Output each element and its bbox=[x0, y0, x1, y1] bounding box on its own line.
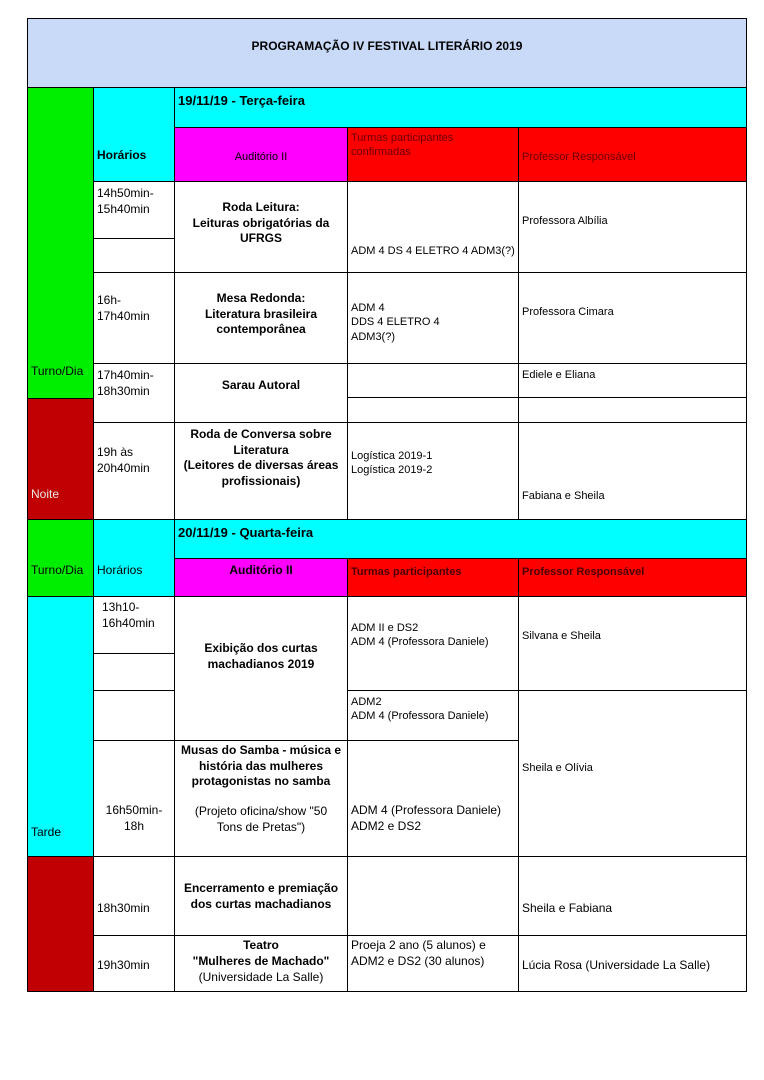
col-professor-label: Professor Responsável bbox=[522, 151, 636, 163]
prof-cell bbox=[518, 422, 747, 520]
prof-cell bbox=[518, 181, 747, 273]
turmas-cell bbox=[347, 856, 519, 936]
event-text: Mesa Redonda: Literatura brasileira contemporânea bbox=[204, 291, 318, 337]
event-cell bbox=[174, 422, 348, 520]
prof-cell bbox=[518, 363, 747, 398]
event-subtext: (Projeto oficina/show "50 Tons de Pretas") bbox=[194, 804, 328, 834]
turmas-text: ADM 4 DDS 4 ELETRO 4 ADM3(?) bbox=[351, 302, 440, 343]
prof-cell bbox=[518, 856, 747, 936]
prof-cell bbox=[518, 690, 747, 857]
time-text: 17h40min- 18h30min bbox=[97, 368, 154, 398]
prof-text: Lúcia Rosa (Universidade La Salle) bbox=[522, 958, 711, 972]
time-cell bbox=[93, 596, 175, 654]
empty-cell bbox=[93, 238, 175, 273]
event-text: Roda de Conversa sobre Literatura (Leitores de diversas áreas profissionais) bbox=[183, 427, 339, 488]
prof-text: Professora Cimara bbox=[522, 306, 614, 318]
prof-text: Sheila e Olívia bbox=[522, 762, 593, 774]
time-text: 13h10- 16h40min bbox=[102, 600, 155, 630]
turmas-text: Logística 2019-1 Logística 2019-2 bbox=[351, 450, 433, 477]
turmas-cell bbox=[347, 363, 519, 398]
prof-cell bbox=[518, 935, 747, 992]
date-label: 19/11/19 - Terça-feira bbox=[178, 93, 305, 108]
page-title: PROGRAMAÇÃO IV FESTIVAL LITERÁRIO 2019 bbox=[251, 39, 523, 53]
noite-label: Noite bbox=[31, 487, 60, 501]
horarios-label: Horários bbox=[97, 148, 147, 162]
event-cell bbox=[174, 272, 348, 364]
time-cell bbox=[93, 272, 175, 364]
event-cell bbox=[174, 740, 348, 857]
event-text: Exibição dos curtas machadianos 2019 bbox=[204, 641, 318, 671]
time-text: 16h50min- 18h bbox=[105, 803, 163, 833]
title-cell bbox=[27, 18, 747, 88]
event-cell bbox=[174, 856, 348, 936]
event-text: Encerramento e premiação dos curtas machadianos bbox=[183, 881, 339, 911]
time-cell bbox=[93, 363, 175, 423]
date-cell-day2 bbox=[174, 519, 747, 559]
empty-cell bbox=[518, 397, 747, 423]
time-cell bbox=[93, 856, 175, 936]
time-cell bbox=[93, 740, 175, 857]
turmas-cell bbox=[347, 272, 519, 364]
turmas-cell bbox=[347, 935, 519, 992]
turno-label: Turno/Dia bbox=[31, 563, 84, 577]
turmas-cell bbox=[347, 596, 519, 691]
time-cell bbox=[93, 935, 175, 992]
prof-text: Ediele e Eliana bbox=[522, 369, 596, 381]
turmas-cell bbox=[347, 181, 519, 273]
horarios-cell-day2 bbox=[93, 519, 175, 597]
event-text: Sarau Autoral bbox=[221, 378, 301, 392]
turmas-text: Proeja 2 ano (5 alunos) e ADM2 e DS2 (30 alunos) bbox=[351, 938, 486, 968]
prof-text: Professora Albília bbox=[522, 215, 608, 227]
turmas-cell bbox=[347, 422, 519, 520]
event-subtext: (Universidade La Salle) bbox=[198, 970, 324, 984]
col-professor-day1 bbox=[518, 127, 747, 182]
horarios-cell-day1 bbox=[93, 87, 175, 182]
time-text: 19h às 20h40min bbox=[97, 445, 150, 475]
tarde-label: Tarde bbox=[31, 825, 62, 839]
turno-cell-day1 bbox=[27, 87, 94, 399]
turmas-text: ADM 4 DS 4 ELETRO 4 ADM3(?) bbox=[351, 245, 515, 257]
col-auditorio-label: Auditório II bbox=[234, 151, 288, 163]
turmas-text: ADM2 ADM 4 (Professora Daniele) bbox=[351, 696, 489, 723]
col-professor-label: Professor Responsável bbox=[522, 566, 645, 578]
event-cell bbox=[174, 363, 348, 423]
time-text: 16h- 17h40min bbox=[97, 293, 150, 323]
empty-cell bbox=[93, 690, 175, 741]
turno-cell-day2 bbox=[27, 519, 94, 597]
prof-cell bbox=[518, 272, 747, 364]
tarde-cell bbox=[27, 596, 94, 857]
col-turmas-day1 bbox=[347, 127, 519, 182]
event-text: Teatro "Mulheres de Machado" bbox=[192, 938, 330, 968]
col-professor-day2 bbox=[518, 558, 747, 597]
date-label: 20/11/19 - Quarta-feira bbox=[178, 525, 314, 540]
noite-cell bbox=[27, 398, 94, 520]
time-text: 18h30min bbox=[97, 901, 150, 915]
empty-cell bbox=[93, 653, 175, 691]
horarios-label: Horários bbox=[97, 563, 143, 577]
prof-text: Silvana e Sheila bbox=[522, 630, 601, 642]
time-text: 19h30min bbox=[97, 958, 150, 972]
col-turmas-label: Turmas participantes confirmadas bbox=[351, 132, 454, 159]
event-text: Musas do Samba - música e história das mulheres protagonistas no samba bbox=[180, 743, 342, 789]
empty-cell bbox=[347, 397, 519, 423]
turmas-cell bbox=[347, 690, 519, 741]
time-cell bbox=[93, 422, 175, 520]
noite-cell-day2 bbox=[27, 856, 94, 992]
col-auditorio-day2 bbox=[174, 558, 348, 597]
event-text: Roda Leitura: Leituras obrigatórias da UFRGS bbox=[192, 200, 330, 246]
date-cell-day1 bbox=[174, 87, 747, 128]
col-auditorio-label: Auditório II bbox=[229, 563, 293, 577]
event-cell bbox=[174, 596, 348, 741]
time-cell bbox=[93, 181, 175, 239]
prof-text: Sheila e Fabiana bbox=[522, 901, 613, 915]
col-auditorio-day1 bbox=[174, 127, 348, 182]
time-text: 14h50min- 15h40min bbox=[97, 186, 154, 216]
col-turmas-day2 bbox=[347, 558, 519, 597]
event-cell bbox=[174, 935, 348, 992]
turno-label: Turno/Dia bbox=[31, 364, 84, 378]
event-cell bbox=[174, 181, 348, 273]
prof-cell bbox=[518, 596, 747, 691]
turmas-text: ADM 4 (Professora Daniele) ADM2 e DS2 bbox=[351, 803, 502, 833]
col-turmas-label: Turmas participantes bbox=[351, 566, 462, 578]
prof-text: Fabiana e Sheila bbox=[522, 490, 605, 502]
turmas-text: ADM II e DS2 ADM 4 (Professora Daniele) bbox=[351, 622, 489, 649]
turmas-cell bbox=[347, 740, 519, 857]
